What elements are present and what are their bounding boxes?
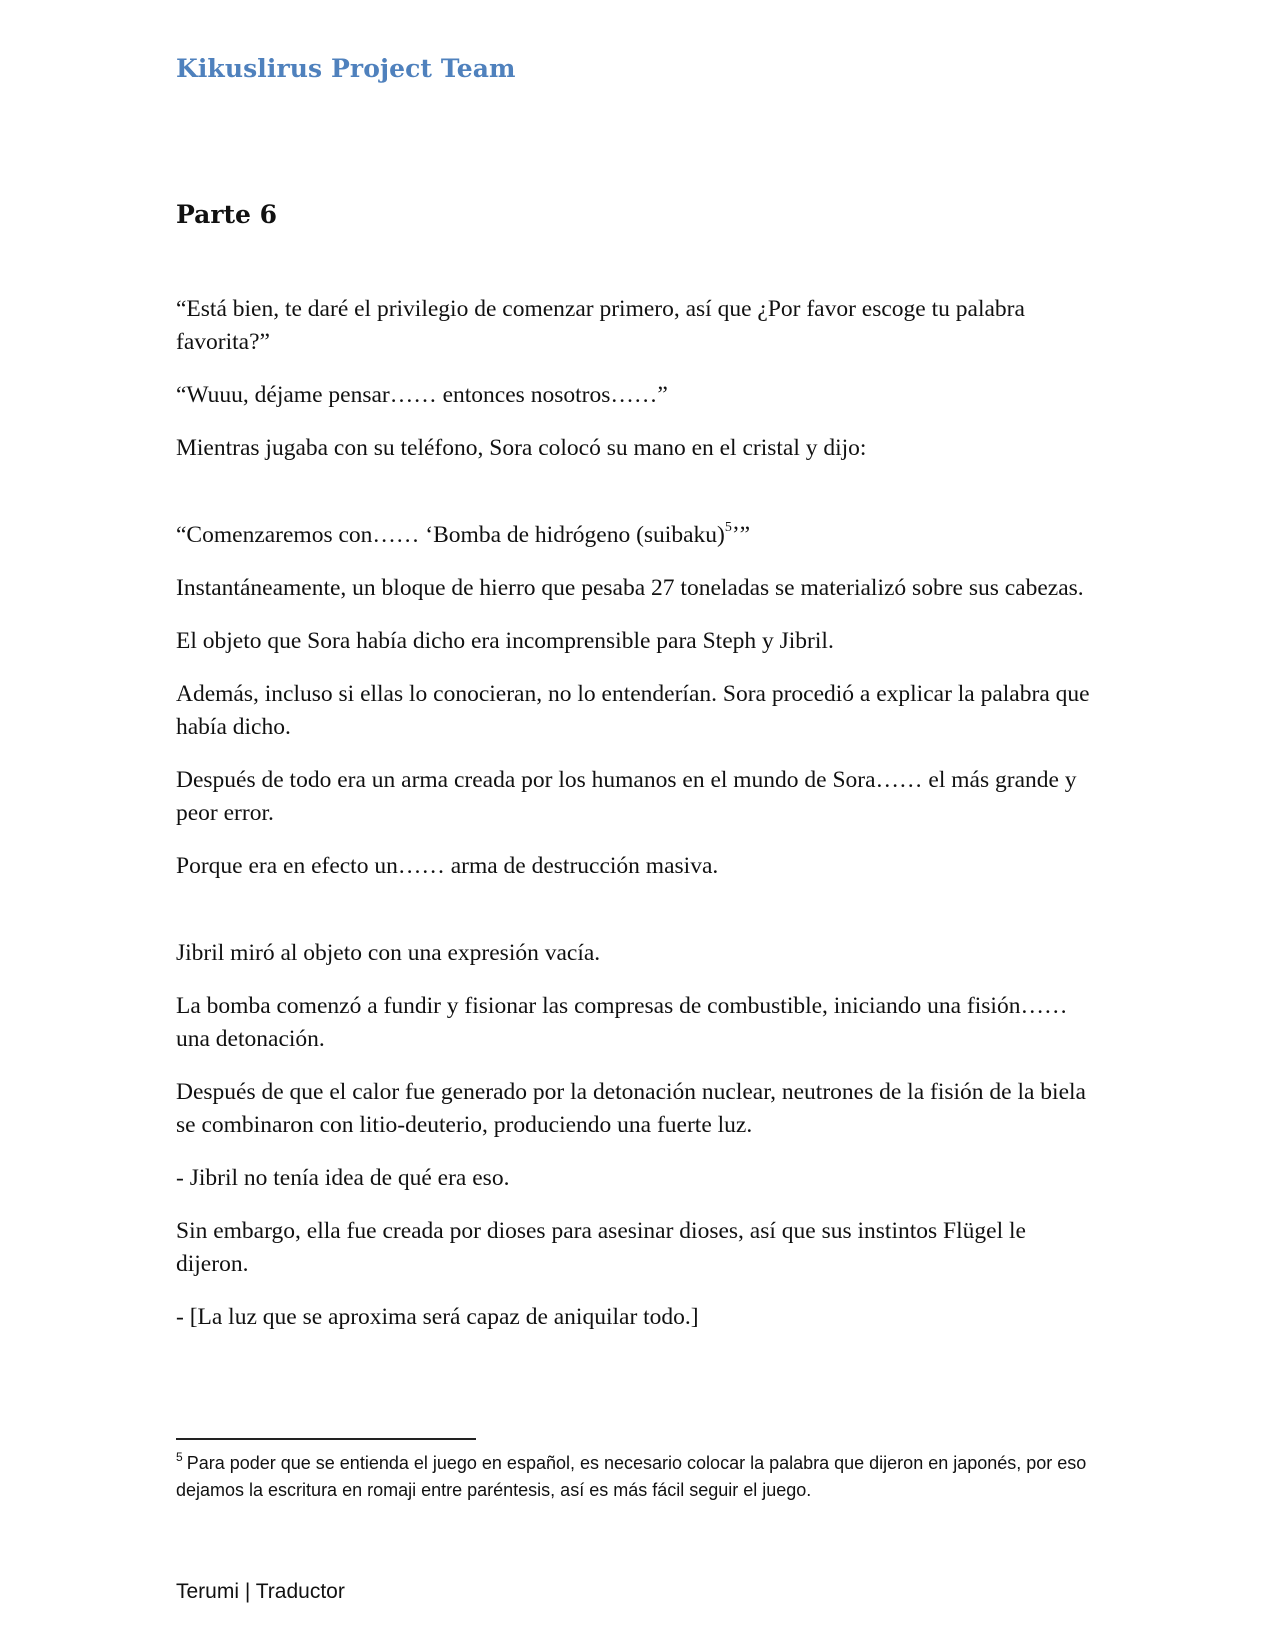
paragraph-13: - Jibril no tenía idea de qué era eso. xyxy=(176,1165,510,1191)
paragraph-12: Después de que el calor fue generado por la detonación nuclear, neutrones de la fisión de la biela se combinaron con litio-deuterio, produciendo una fuerte luz. xyxy=(176,1079,1086,1138)
paragraph-4-text: “Comenzaremos con…… ‘Bomba de hidrógeno (suibaku) xyxy=(176,522,725,548)
paragraph-14: Sin embargo, ella fue creada por dioses para asesinar dioses, así que sus instintos Flügel le dijeron. xyxy=(176,1218,1026,1277)
footnote-reference: 5 xyxy=(724,520,732,536)
paragraph-9: Porque era en efecto un…… arma de destrucción masiva. xyxy=(176,853,719,879)
section-title: Parte 6 xyxy=(176,200,278,229)
paragraph-11: La bomba comenzó a fundir y fisionar las compresas de combustible, iniciando una fisión…… una detonación. xyxy=(176,993,1068,1052)
document-header: Kikuslirus Project Team xyxy=(176,54,516,83)
paragraph-1: “Está bien, te daré el privilegio de comenzar primero, así que ¿Por favor escoge tu palabra favorita?” xyxy=(176,296,1025,355)
footnote-number: 5 xyxy=(176,1450,183,1464)
paragraph-6: El objeto que Sora había dicho era incomprensible para Steph y Jibril. xyxy=(176,628,834,654)
closing-quotes: ’” xyxy=(731,522,751,548)
footnote-text: Para poder que se entienda el juego en español, es necesario colocar la palabra que dijeron en japonés, por eso dejamos la escritura en romaji entre paréntesis, así es más fácil seguir el juego. xyxy=(176,1453,1087,1500)
paragraph-4 xyxy=(176,519,1096,552)
footnote xyxy=(176,1450,1096,1504)
paragraph-15: - [La luz que se aproxima será capaz de aniquilar todo.] xyxy=(176,1304,699,1330)
paragraph-7: Además, incluso si ellas lo conocieran, no lo entenderían. Sora procedió a explicar la palabra que había dicho. xyxy=(176,681,1090,740)
paragraph-2: “Wuuu, déjame pensar…… entonces nosotros……” xyxy=(176,382,668,408)
paragraph-8: Después de todo era un arma creada por los humanos en el mundo de Sora…… el más grande y peor error. xyxy=(176,767,1077,826)
paragraph-5: Instantáneamente, un bloque de hierro que pesaba 27 toneladas se materializó sobre sus cabezas. xyxy=(176,575,1084,601)
page-footer: Terumi | Traductor xyxy=(176,1580,345,1603)
body-text xyxy=(176,293,1096,1354)
paragraph-3: Mientras jugaba con su teléfono, Sora colocó su mano en el cristal y dijo: xyxy=(176,435,867,461)
paragraph-10: Jibril miró al objeto con una expresión vacía. xyxy=(176,940,601,966)
footnote-separator xyxy=(176,1438,476,1440)
